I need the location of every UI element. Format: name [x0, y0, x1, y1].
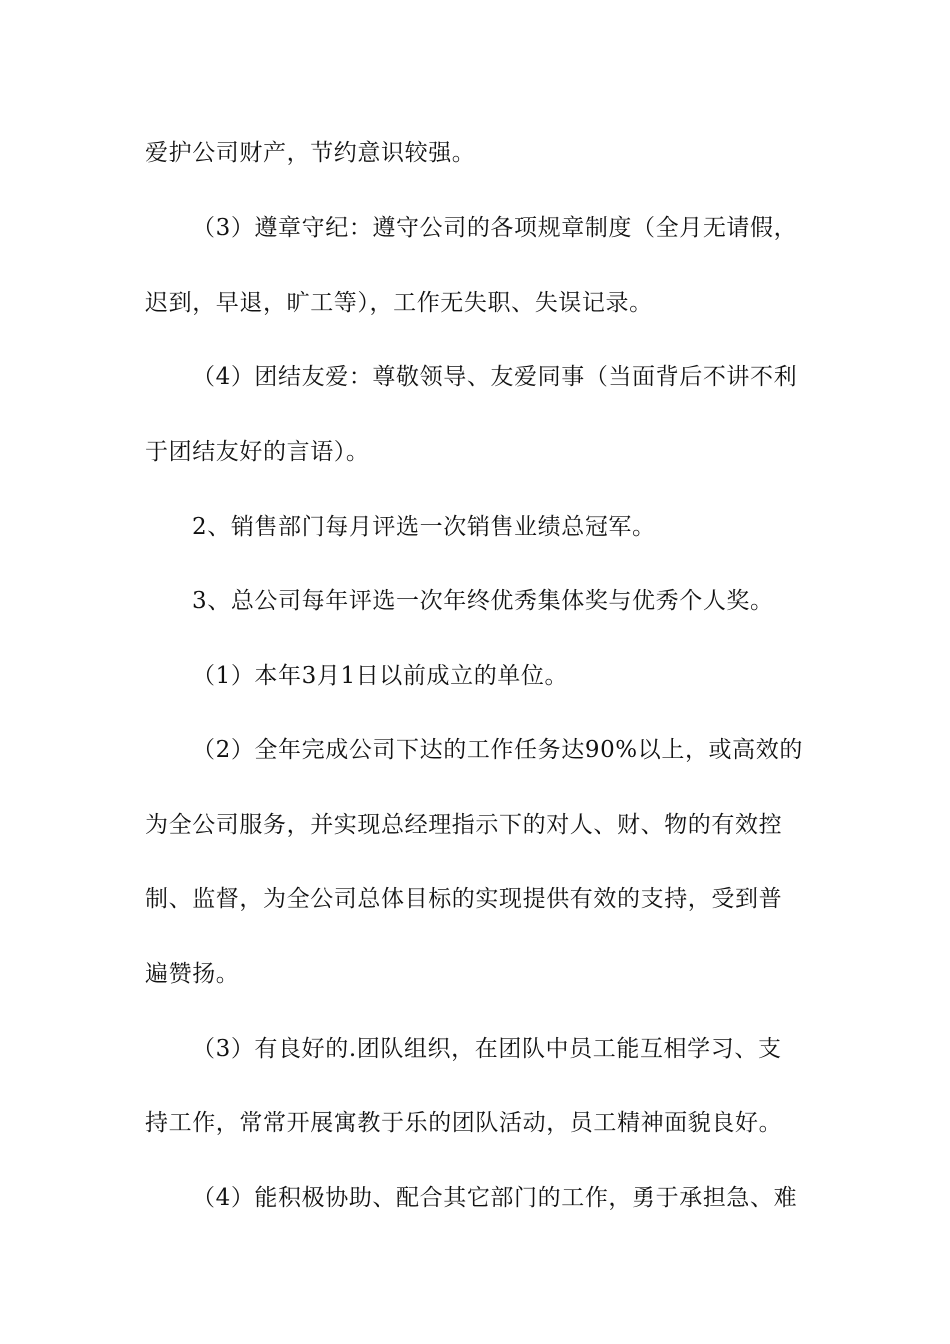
paragraph-line: 遍赞扬。	[145, 961, 240, 987]
paragraph-line: 为全公司服务，并实现总经理指示下的对人、财、物的有效控	[145, 812, 783, 838]
paragraph-line: 爱护公司财产，节约意识较强。	[145, 140, 476, 166]
paragraph-line: （3）有良好的.团队组织，在团队中员工能互相学习、支	[192, 1036, 782, 1062]
paragraph-line: 持工作，常常开展寓教于乐的团队活动，员工精神面貌良好。	[145, 1110, 783, 1136]
paragraph-line: （2）全年完成公司下达的工作任务达90%以上，或高效的	[192, 737, 803, 763]
paragraph-line: （3）遵章守纪：遵守公司的各项规章制度（全月无请假，	[192, 215, 798, 241]
paragraph-line: 制、监督，为全公司总体目标的实现提供有效的支持，受到普	[145, 886, 783, 912]
paragraph-line: （4）能积极协助、配合其它部门的工作，勇于承担急、难	[192, 1185, 798, 1211]
paragraph-line: 2、销售部门每月评选一次销售业绩总冠军。	[192, 514, 656, 540]
paragraph-line: （1）本年3月1日以前成立的单位。	[192, 663, 569, 689]
paragraph-line: （4）团结友爱：尊敬领导、友爱同事（当面背后不讲不利	[192, 364, 798, 390]
paragraph-line: 迟到，早退，旷工等），工作无失职、失误记录。	[145, 290, 653, 316]
paragraph-line: 3、总公司每年评选一次年终优秀集体奖与优秀个人奖。	[192, 588, 774, 614]
paragraph-line: 于团结友好的言语）。	[145, 439, 370, 465]
